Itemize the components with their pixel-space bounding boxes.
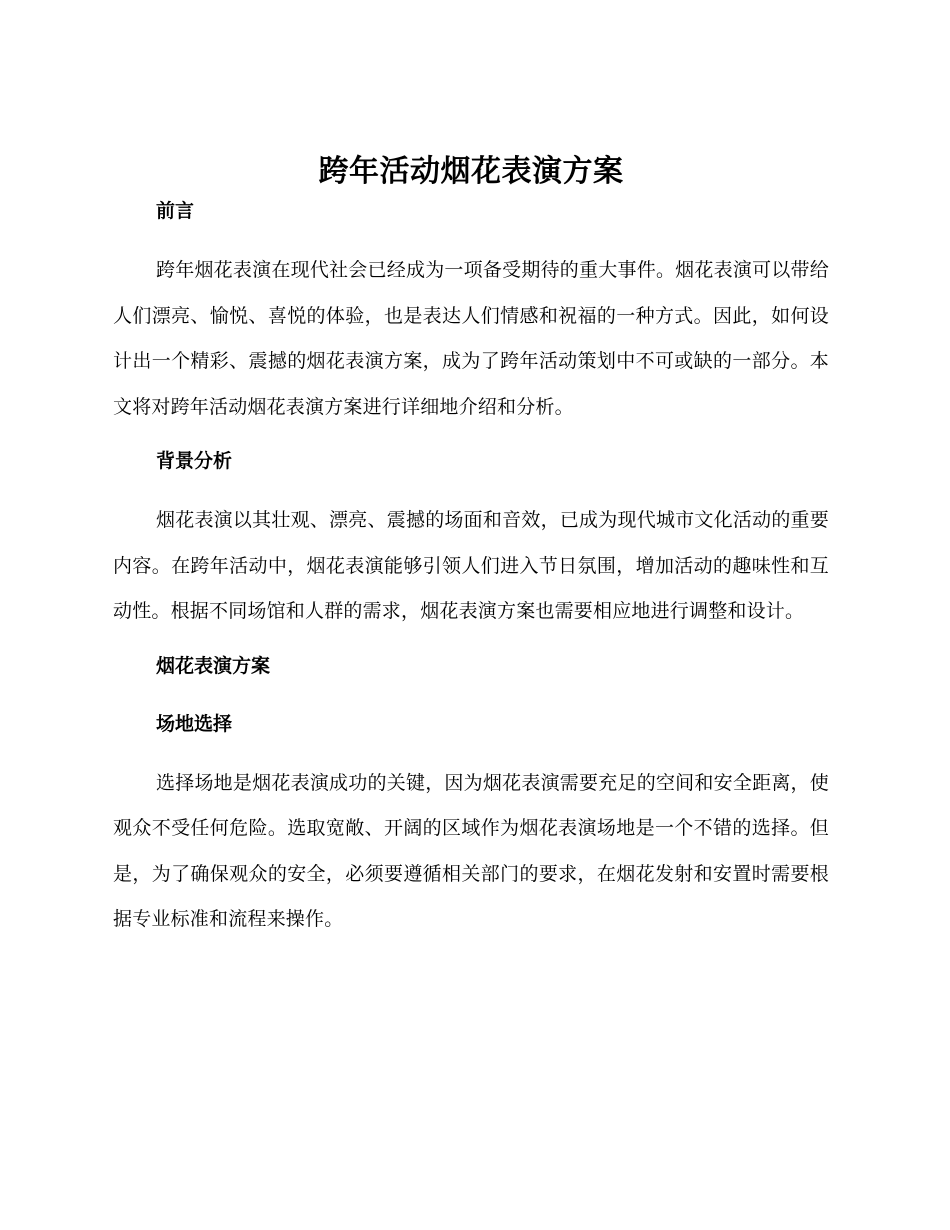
document-page xyxy=(113,150,829,943)
section-paragraph-venue: 选择场地是烟花表演成功的关键，因为烟花表演需要充足的空间和安全距离，使观众不受任何危险。选取宽敞、开阔的区域作为烟花表演场地是一个不错的选择。但是，为了确保观众的安全，必须要遵循相关部门的要求，在烟花发射和安置时需要根据专业标准和流程来操作。 xyxy=(113,771,829,930)
section-heading-plan: 烟花表演方案 xyxy=(156,654,271,677)
section-heading-preface: 前言 xyxy=(156,200,195,222)
section-heading-background: 背景分析 xyxy=(156,450,233,472)
section-heading-venue: 场地选择 xyxy=(156,712,233,735)
section-paragraph-background: 烟花表演以其壮观、漂亮、震撼的场面和音效，已成为现代城市文化活动的重要内容。在跨年活动中，烟花表演能够引领人们进入节日氛围，增加活动的趣味性和互动性。根据不同场馆和人群的需求，烟花表演方案也需要相应地进行调整和设计。 xyxy=(113,509,829,622)
section-paragraph-preface: 跨年烟花表演在现代社会已经成为一项备受期待的重大事件。烟花表演可以带给人们漂亮、愉悦、喜悦的体验，也是表达人们情感和祝福的一种方式。因此，如何设计出一个精彩、震撼的烟花表演方案，成为了跨年活动策划中不可或缺的一部分。本文将对跨年活动烟花表演方案进行详细地介绍和分析。 xyxy=(113,259,829,418)
document-title: 跨年活动烟花表演方案 xyxy=(318,154,624,189)
